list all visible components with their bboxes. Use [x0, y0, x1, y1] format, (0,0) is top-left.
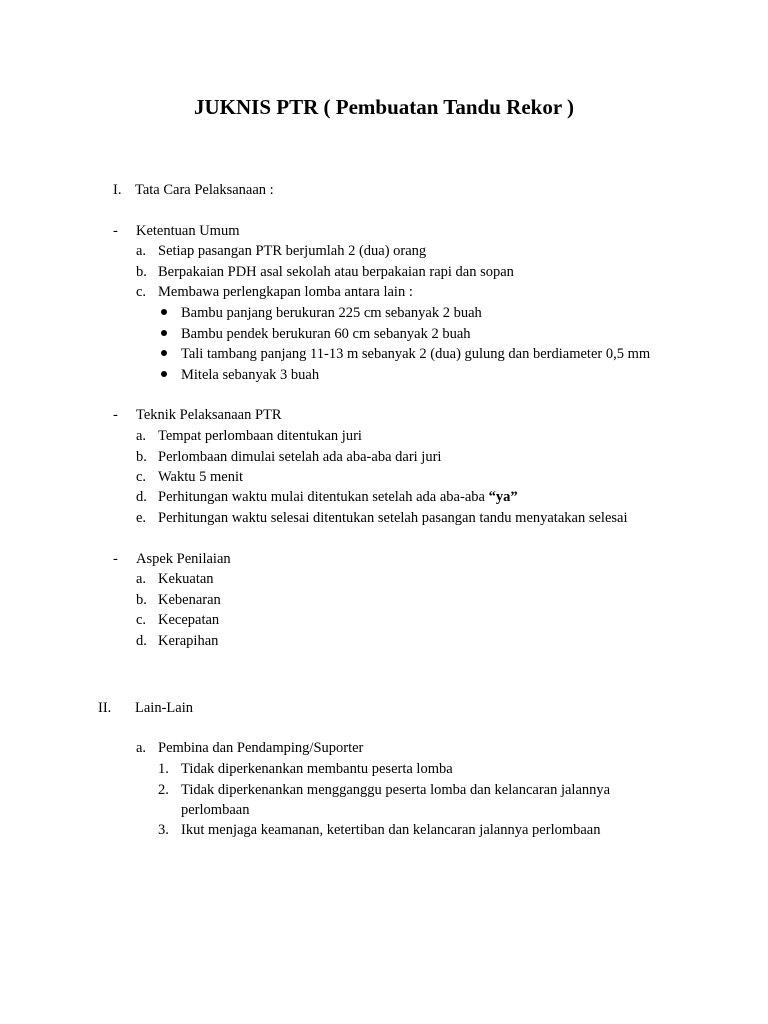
section-2-heading: Lain-Lain — [135, 700, 193, 716]
list-item-marker: d. — [136, 489, 147, 505]
emphasis-quote: “ya” — [488, 489, 518, 505]
section-2-numeral: II. — [98, 700, 112, 716]
bullet-icon — [161, 330, 167, 336]
list-item-marker: a. — [136, 740, 147, 756]
bullet-item-text: Bambu panjang berukuran 225 cm sebanyak 2 buah — [181, 305, 482, 321]
group-2-heading: Teknik Pelaksanaan PTR — [136, 407, 282, 423]
list-item-text: Perhitungan waktu selesai ditentukan setelah pasangan tandu menyatakan selesai — [158, 510, 628, 526]
list-item-text: Setiap pasangan PTR berjumlah 2 (dua) orang — [158, 243, 427, 259]
bullet-icon — [161, 309, 167, 315]
list-item-text-continued: perlombaan — [181, 802, 250, 818]
bullet-item-text: Bambu pendek berukuran 60 cm sebanyak 2 buah — [181, 326, 471, 342]
list-item-text: Kecepatan — [158, 612, 220, 628]
list-item-text-main: Perhitungan waktu mulai ditentukan setelah ada aba-aba — [158, 489, 489, 505]
list-item-text: Ikut menjaga keamanan, ketertiban dan kelancaran jalannya perlombaan — [181, 822, 601, 838]
document-title: JUKNIS PTR ( Pembuatan Tandu Rekor ) — [193, 95, 575, 119]
list-item-text: Kebenaran — [158, 592, 221, 608]
bullet-icon — [161, 371, 167, 377]
list-item-marker: d. — [136, 633, 147, 649]
list-item-text: Berpakaian PDH asal sekolah atau berpakaian rapi dan sopan — [158, 264, 514, 280]
list-item-marker: b. — [136, 449, 147, 465]
group-3-heading: Aspek Penilaian — [136, 551, 231, 567]
list-item-marker: c. — [136, 612, 147, 628]
bullet-icon — [161, 350, 167, 356]
group-1-dash: - — [113, 223, 118, 239]
list-item-marker: c. — [136, 469, 147, 485]
list-item-text: Membawa perlengkapan lomba antara lain : — [158, 284, 413, 300]
list-item-marker: a. — [136, 428, 147, 444]
list-item-marker: 1. — [158, 761, 169, 777]
list-item-marker: e. — [136, 510, 147, 526]
group-3-dash: - — [113, 551, 118, 567]
list-item-text: Perlombaan dimulai setelah ada aba-aba dari juri — [158, 449, 442, 465]
list-item-text: Kekuatan — [158, 571, 214, 587]
list-item-text: Kerapihan — [158, 633, 219, 649]
list-item-text: Pembina dan Pendamping/Suporter — [158, 740, 364, 756]
list-item-text: Tidak diperkenankan membantu peserta lomba — [181, 761, 453, 777]
section-1-heading: Tata Cara Pelaksanaan : — [135, 182, 274, 198]
list-item-marker: b. — [136, 592, 147, 608]
list-item-marker: b. — [136, 264, 147, 280]
list-item-marker: a. — [136, 243, 147, 259]
list-item-text: Tempat perlombaan ditentukan juri — [158, 428, 362, 444]
bullet-item-text: Mitela sebanyak 3 buah — [181, 367, 320, 383]
section-1-numeral: I. — [113, 182, 122, 198]
list-item-text: Waktu 5 menit — [158, 469, 244, 485]
list-item-marker: 2. — [158, 782, 169, 798]
group-1-heading: Ketentuan Umum — [136, 223, 240, 239]
list-item-text: Tidak diperkenankan mengganggu peserta lomba dan kelancaran jalannya — [181, 782, 611, 798]
bullet-item-text: Tali tambang panjang 11-13 m sebanyak 2 (dua) gulung dan berdiameter 0,5 mm — [181, 346, 651, 362]
list-item-marker: c. — [136, 284, 147, 300]
list-item-marker: a. — [136, 571, 147, 587]
list-item-marker: 3. — [158, 822, 169, 838]
group-2-dash: - — [113, 407, 118, 423]
list-item-text — [158, 487, 518, 507]
